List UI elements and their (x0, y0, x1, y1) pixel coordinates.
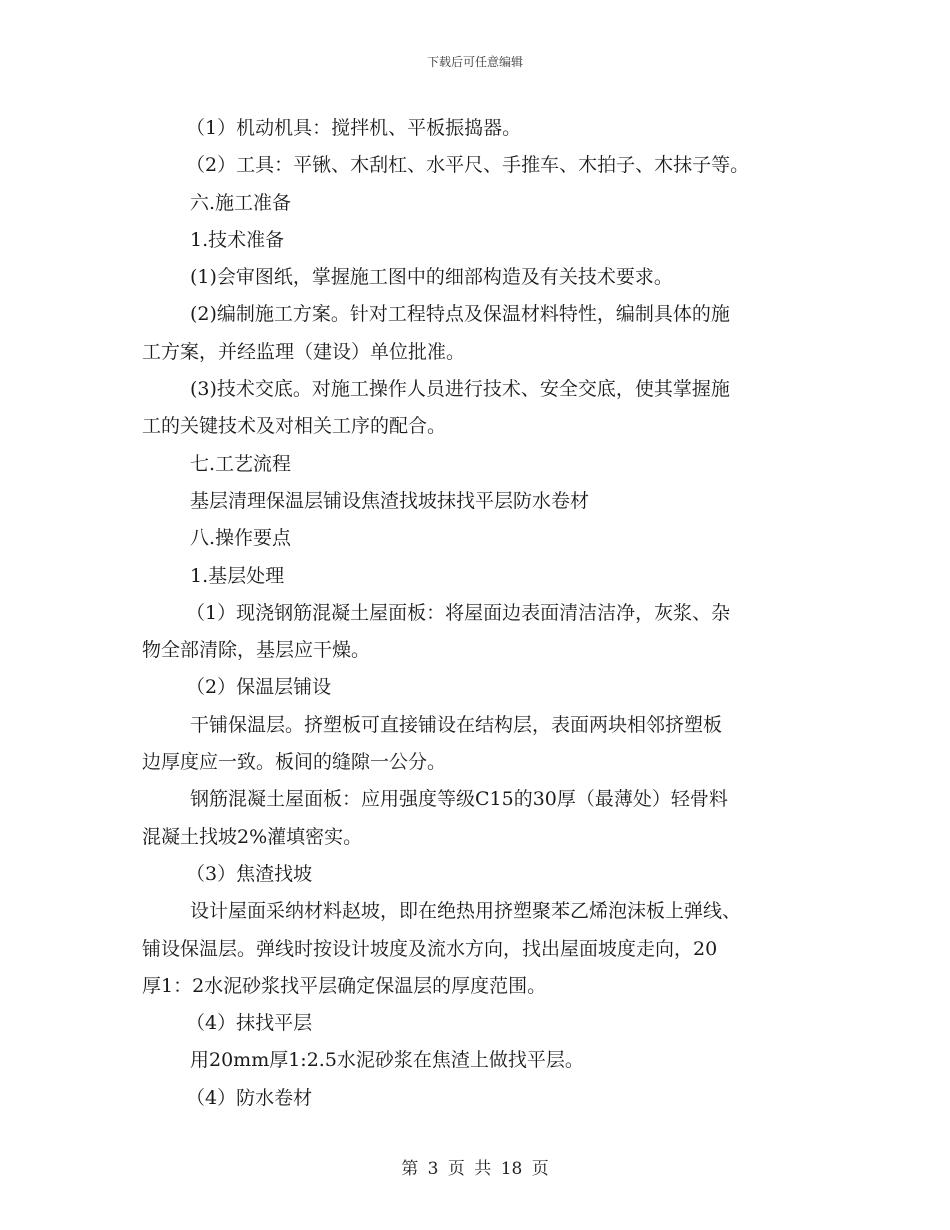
text-line: 钢筋混凝土屋面板：应用强度等级C15的30厚（最薄处）轻骨料 (190, 788, 728, 811)
text-line: 物全部清除，基层应干燥。 (142, 639, 371, 662)
section-heading: 七.工艺流程 (190, 452, 292, 475)
section-heading: 六.施工准备 (190, 191, 292, 214)
subsection-heading: 1.技术准备 (190, 228, 285, 251)
text-line: (2)编制施工方案。针对工程特点及保温材料特性，编制具体的施 (190, 303, 730, 326)
page-header: 下载后可任意编辑 (426, 55, 523, 69)
text-line: (1)会审图纸，掌握施工图中的细部构造及有关技术要求。 (190, 266, 673, 289)
text-line: 混凝土找坡2%灌填密实。 (142, 825, 363, 848)
text-line: （4）防水卷材 (186, 1086, 313, 1109)
text-line: 工方案，并经监理（建设）单位批准。 (142, 340, 466, 363)
text-line: 基层清理保温层铺设焦渣找坡抹找平层防水卷材 (190, 489, 590, 512)
text-line: （1）现浇钢筋混凝土屋面板：将屋面边表面清洁洁净，灰浆、杂 (186, 601, 731, 624)
text-line: (3)技术交底。对施工操作人员进行技术、安全交底，使其掌握施 (190, 378, 730, 401)
text-line: 干铺保温层。挤塑板可直接铺设在结构层，表面两块相邻挤塑板 (190, 713, 723, 736)
text-line: （4）抹找平层 (186, 1012, 313, 1035)
text-line: 用20mm厚1:2.5水泥砂浆在焦渣上做找平层。 (190, 1049, 584, 1072)
text-line: （2）保温层铺设 (186, 676, 332, 699)
document-body (142, 110, 832, 1117)
text-line: 铺设保温层。弹线时按设计坡度及流水方向，找出屋面坡度走向，20 (142, 937, 718, 960)
text-line: （2）工具：平锹、木刮杠、水平尺、手推车、木拍子、木抹子等。 (186, 154, 750, 177)
text-line: 设计屋面采纳材料赵坡，即在绝热用挤塑聚苯乙烯泡沫板上弹线、 (190, 900, 742, 923)
text-line: （1）机动机具：搅拌机、平板振捣器。 (186, 117, 522, 139)
text-line: 工的关键技术及对相关工序的配合。 (142, 415, 447, 438)
text-line: 厚1：2水泥砂浆找平层确定保温层的厚度范围。 (142, 974, 547, 997)
page-number: 第 3 页 共 18 页 (401, 1159, 549, 1179)
subsection-heading: 1.基层处理 (190, 564, 285, 587)
section-heading: 八.操作要点 (190, 527, 292, 550)
text-line: 边厚度应一致。板间的缝隙一公分。 (142, 751, 447, 774)
text-line: （3）焦渣找坡 (186, 862, 313, 885)
